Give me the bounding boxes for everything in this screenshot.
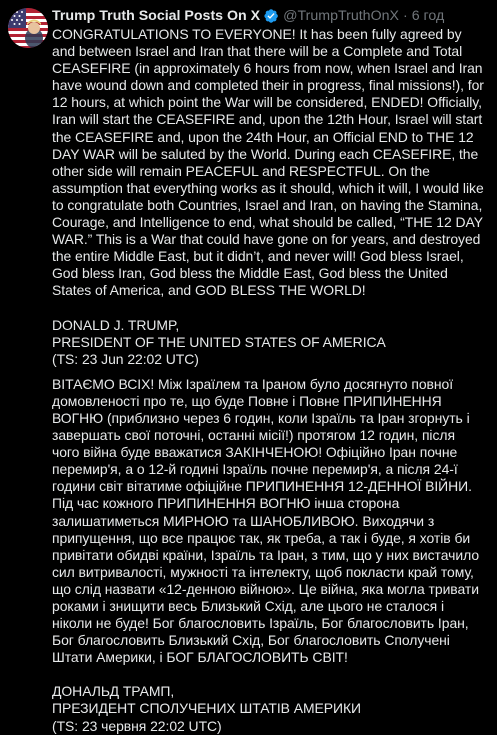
english-signature-name: DONALD J. TRUMP,	[52, 316, 180, 333]
ukrainian-body-text: ВІТАЄМО ВСІХ! Між Ізраїлем та Іраном було досягнуто повної домовленості про те, що буде Повне і Повне ПРИПИНЕННЯ ВОГНЮ (приблизно через 6 годин, коли Ізраїль та Іран згорнуть і завершать свої поточні, останні місії!) протягом 12 годин, після чого війна буде вважатися ЗАКІНЧЕНОЮ! Офіційно Іран почне перемир'я, а о 12-й годині Ізраїль почне перемир'я, а після 24-ї години світ вітатиме офіційне ПРИПИНЕННЯ 12-ДЕННОЇ ВІЙНИ. Під час кожного ПРИПИНЕННЯ ВОГНЮ інша сторона залишатиметься МИРНОЮ та ШАНОБЛИВОЮ. Виходячи з припущення, що все працює так, як треба, а так і буде, я хотів би привітати обидві країни, Ізраїль та Іран, з тим, що у них вистачило сил витривалості, мужності та інтелекту, щоб покласти край тому, що слід назвати «12-денною війною». Це війна, яка могла тривати роками і знищити весь Близький Схід, але цього не сталося і ніколи не буде! Бог благословить Ізраїль, Бог благословить Іран, Бог благословить Близький Схід, Бог благословить Сполучені Штати Америки, і БОГ БЛАГОСЛОВИТЬ СВІТ!	[52, 375, 480, 666]
author-handle[interactable]: @TrumpTruthOnX	[283, 8, 399, 24]
post-content	[52, 7, 485, 735]
author-display-name[interactable]: Trump Truth Social Posts On X	[52, 8, 261, 24]
ukrainian-signature-name: ДОНАЛЬД ТРАМП,	[52, 683, 175, 700]
english-body-text: CONGRATULATIONS TO EVERYONE! It has been fully agreed by and between Israel and Iran that there will be a Complete and Total CEASEFIRE (in approximately 6 hours from now, when Israel and Iran have wound down and completed their in progress, final missions!), for 12 hours, at which point the War will be considered, ENDED! Officially, Iran will start the CEASEFIRE and, upon the 12th Hour, Israel will start the CEASEFIRE and, upon the 24th Hour, an Official END to THE 12 DAY WAR will be saluted by the World. During each CEASEFIRE, the other side will remain PEACEFUL and RESPECTFUL. On the assumption that everything works as it should, which it will, I would like to congratulate both Countries, Israel and Iran, on having the Stamina, Courage, and Intelligence to end, what should be called, “THE 12 DAY WAR.” This is a War that could have gone on for years, and destroyed the entire Middle East, but it didn’t, and never will! God bless Israel, God bless Iran, God bless the Middle East, God bless the United States of America, and GOD BLESS THE WORLD!	[52, 26, 484, 299]
english-timestamp: (TS: 23 Jun 22:02 UTC)	[52, 350, 199, 367]
paragraph-gap	[52, 300, 485, 317]
english-signature-title: PRESIDENT OF THE UNITED STATES OF AMERICA	[52, 333, 386, 350]
ukrainian-signature-title: ПРЕЗИДЕНТ СПОЛУЧЕНИХ ШТАТІВ АМЕРИКИ	[52, 700, 362, 717]
post-body	[52, 26, 485, 735]
separator-dot: ·	[402, 8, 408, 24]
paragraph-gap	[52, 368, 485, 376]
post-header	[52, 7, 485, 25]
post-time[interactable]: 6 год	[411, 8, 445, 24]
verified-badge-icon	[263, 8, 279, 24]
avatar[interactable]	[8, 8, 48, 48]
ukrainian-timestamp: (TS: 23 червня 22:02 UTC)	[52, 717, 222, 734]
flag-avatar-icon	[8, 8, 48, 48]
